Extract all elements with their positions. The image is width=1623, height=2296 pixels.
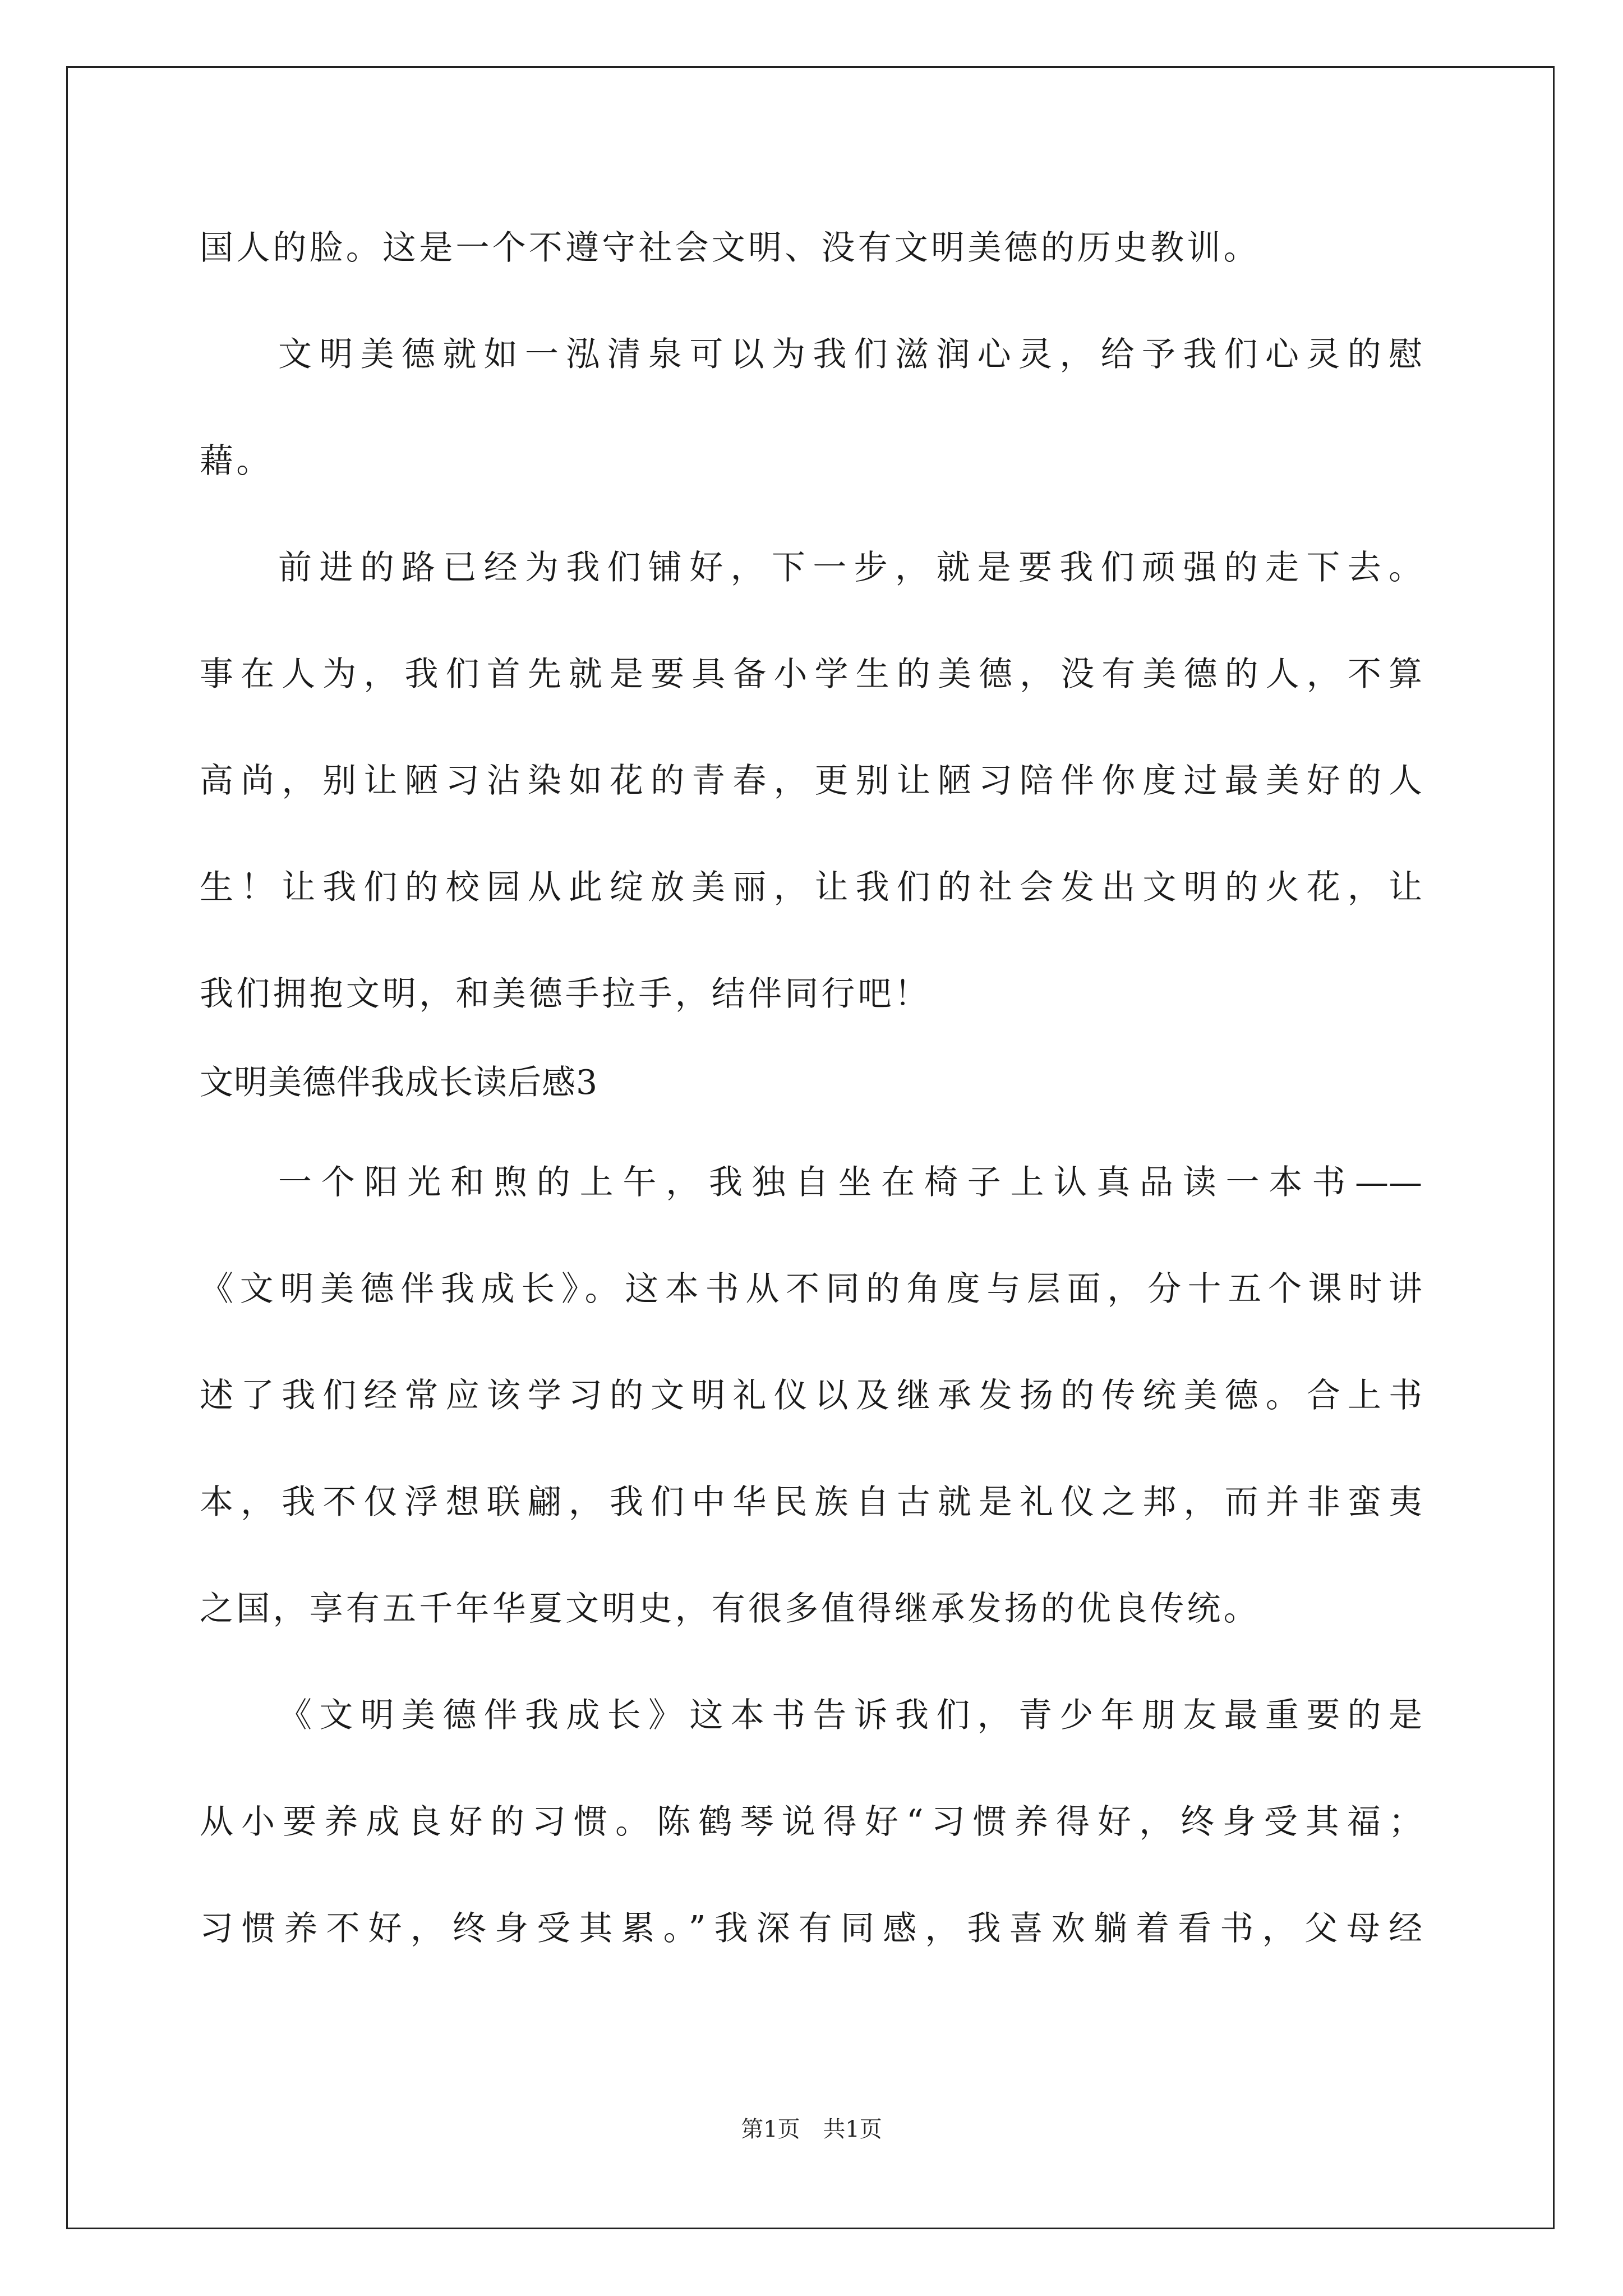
- page-footer: [0, 2114, 1623, 2145]
- page-current: 第1页: [741, 2116, 800, 2142]
- body-line-6: 高尚，别让陋习沾染如花的青春，更别让陋习陪伴你度过最美好的人: [200, 761, 1422, 800]
- section-heading: 文明美德伴我成长读后感3: [200, 1063, 598, 1102]
- page-total: 共1页: [823, 2116, 882, 2142]
- body-line-11: 《文明美德伴我成长》。这本书从不同的角度与层面，分十五个课时讲: [200, 1269, 1422, 1309]
- body-line-14: 之国，享有五千年华夏文明史，有很多值得继承发扬的优良传统。: [200, 1589, 1260, 1628]
- body-line-4: 前进的路已经为我们铺好，下一步，就是要我们顽强的走下去。: [278, 548, 1422, 587]
- body-line-7: 生！让我们的校园从此绽放美丽，让我们的社会发出文明的火花，让: [200, 868, 1422, 907]
- body-line-8: 我们拥抱文明，和美德手拉手，结伴同行吧！: [200, 974, 931, 1014]
- body-line-12: 述了我们经常应该学习的文明礼仪以及继承发扬的传统美德。合上书: [200, 1376, 1422, 1415]
- body-line-15: 《文明美德伴我成长》这本书告诉我们，青少年朋友最重要的是: [278, 1696, 1422, 1735]
- body-line-3: 藉。: [200, 441, 273, 481]
- body-line-17: 习惯养不好，终身受其累。”我深有同感，我喜欢躺着看书，父母经: [200, 1909, 1422, 1948]
- body-line-2: 文明美德就如一泓清泉可以为我们滋润心灵，给予我们心灵的慰: [278, 335, 1422, 374]
- body-line-1: 国人的脸。这是一个不遵守社会文明、没有文明美德的历史教训。: [200, 228, 1260, 268]
- page-border: [66, 66, 1555, 2229]
- body-line-13: 本，我不仅浮想联翩，我们中华民族自古就是礼仪之邦，而并非蛮夷: [200, 1483, 1422, 1522]
- body-line-5: 事在人为，我们首先就是要具备小学生的美德，没有美德的人，不算: [200, 655, 1422, 694]
- body-line-16: 从小要养成良好的习惯。陈鹤琴说得好“习惯养得好，终身受其福；: [200, 1802, 1422, 1842]
- body-line-10: 一个阳光和煦的上午，我独自坐在椅子上认真品读一本书——: [278, 1163, 1422, 1202]
